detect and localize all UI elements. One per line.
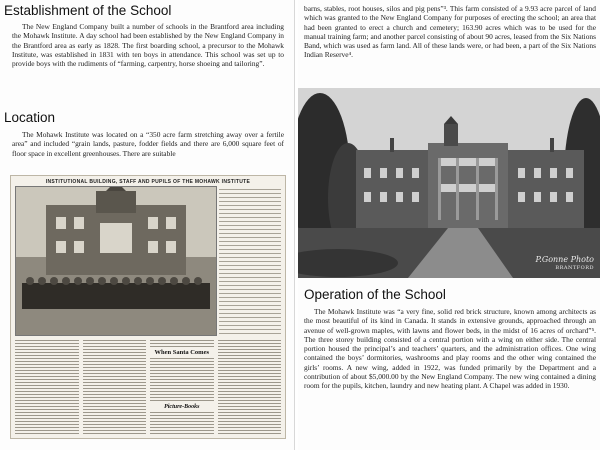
school-building-illustration bbox=[16, 187, 216, 335]
photo-caption bbox=[536, 256, 594, 272]
clipping-photo bbox=[15, 186, 217, 336]
paragraph-establishment: The New England Company built a number of schools in the Brantford area including the Mohawk Institute. A day school had been established by the New England Company in the Brantford area as early as 1828. The first boarding school, a precursor to the Mohawk Institute, was established in 1831 with ten boys in attendance. This school was set up to provide boys with the rudiments of “farming, carpentry, horse shoeing and tailoring”. bbox=[12, 22, 284, 69]
photo-caption-place: BRANTFORD bbox=[555, 265, 594, 271]
clipping-headline: Picture-Books bbox=[150, 403, 214, 411]
clipping-column bbox=[83, 338, 147, 434]
heading-location: Location bbox=[4, 110, 56, 125]
paragraph-operation: The Mohawk Institute was “a very fine, solid red brick structure, known among architects as the most beautiful of its kind in Canada. It stands in extensive grounds, approached through an avenue of well-grown maples, with lawns and flower beds, in the midst of 16 acres of orchard”⁵. The three storey building consisted of a central portion with a wing on either side. The central portion housed the principal’s and teachers’ quarters, and the administration offices. One wing contained the boys’ dormitories, washrooms and play rooms and the other wing contained the girls’ rooms. A new wing, added in 1922, was funded primarily by the Department and a contribution of about $5,000.00 by the New England Company. The new wing contained a dining room for the pupils, kitchen, laundry and new heating plant. A Chapel was added in 1930. bbox=[304, 307, 596, 391]
school-photograph bbox=[298, 88, 600, 278]
paragraph-continued: barns, stables, root houses, silos and pig pens”³. This farm consisted of a 9.93 acre parcel of land which was granted to the New England Company for purposes of erecting the school; an area that had been granted to erect a church and cemetery; 163.90 acres which was to be used for the manual training farm; and another parcel consisting of about 90 acres, leased from the Six Nations Band, which was used as farm land. All of these lands were, or had been, a part of the Six Nations Indian Reserve⁴. bbox=[304, 4, 596, 60]
heading-operation: Operation of the School bbox=[304, 287, 446, 302]
clipping-text-columns bbox=[15, 338, 281, 434]
clipping-headline: When Santa Comes bbox=[150, 348, 214, 357]
heading-establishment: Establishment of the School bbox=[4, 3, 172, 18]
clipping-column bbox=[218, 338, 282, 434]
left-page bbox=[0, 0, 295, 450]
clipping-column bbox=[15, 338, 79, 434]
clipping-column bbox=[150, 338, 214, 434]
paragraph-location: The Mohawk Institute was located on a “350 acre farm stretching away over a fertile area” and included “grain lands, pasture, fodder fields and there are 6,000 square feet of floor space in excellent greenhouses. There are suitable bbox=[12, 130, 284, 158]
clipping-side-column bbox=[219, 186, 281, 334]
right-page bbox=[298, 0, 600, 450]
clipping-header: INSTITUTIONAL BUILDING, STAFF AND PUPILS OF THE MOHAWK INSTITUTE bbox=[45, 179, 251, 185]
newspaper-clipping bbox=[10, 175, 286, 439]
photo-caption-name: P.Gonne Photo bbox=[535, 255, 594, 264]
building-photo-illustration bbox=[298, 88, 600, 278]
